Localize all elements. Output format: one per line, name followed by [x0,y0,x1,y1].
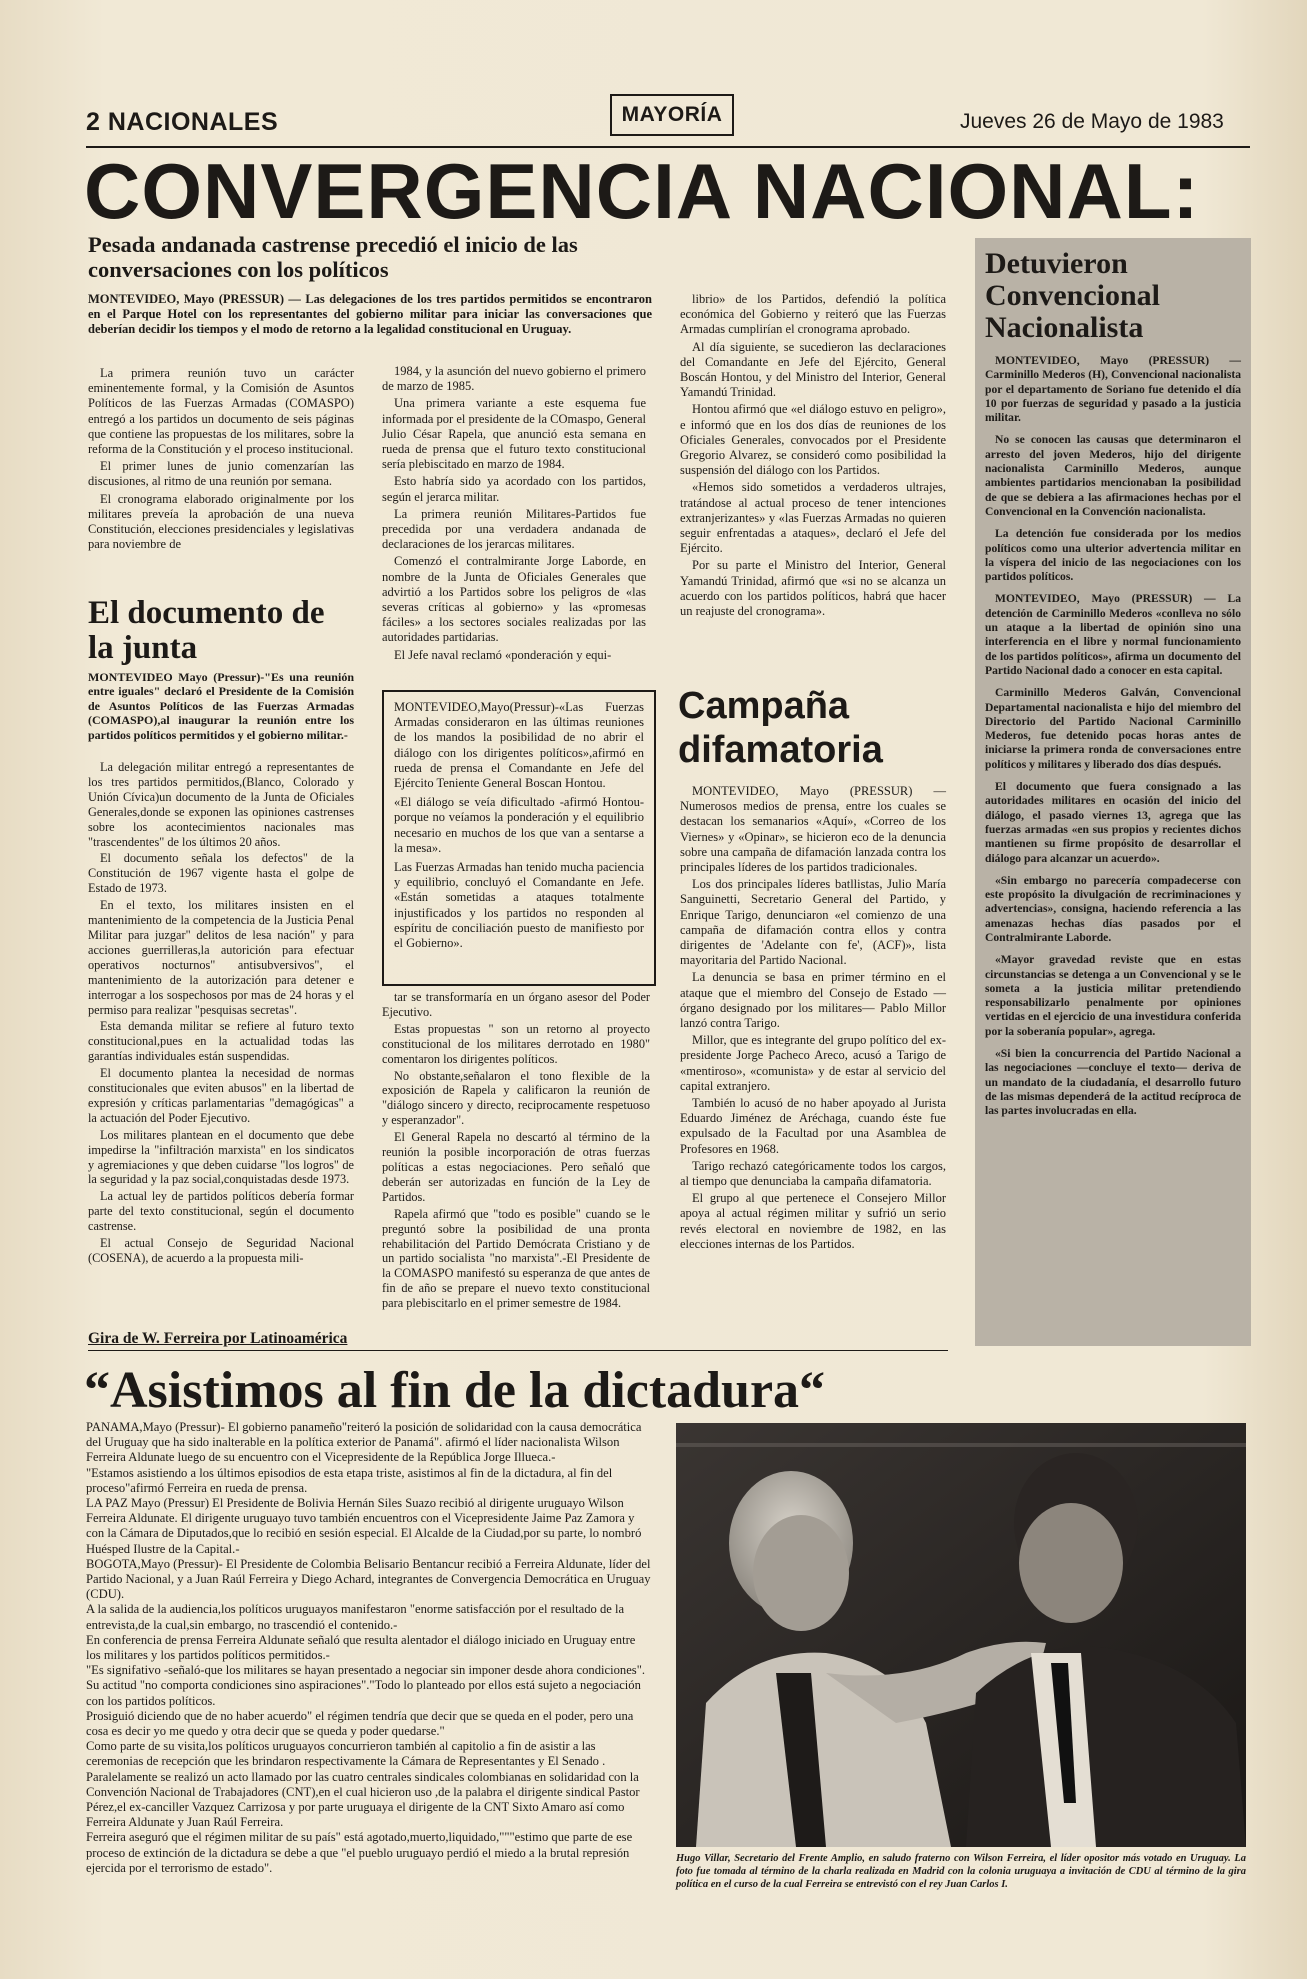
paragraph: Rapela afirmó que "todo es posible" cuando se le preguntó sobre la posibilidad de una pronta rehabilitación del Partido Demócrata Cristiano y de un partido socialista "no marxista".-El Presidente de la COMASPO manifestó su esperanza de que antes de fin de año se prepare el nuevo texto constitucional para plebiscitarlo en el primer semestre de 1984. [382,1206,650,1311]
paragraph: El primer lunes de junio comenzarían las discusiones, al ritmo de una reunión por semana. [88,459,354,489]
paragraph: La primera reunión tuvo un carácter eminentemente formal, y la Comisión de Asuntos Políticos de las Fuerzas Armadas (COMASPO) entregó a los partidos un documento de seis páginas que contiene las propuestas de los militares, sobre la reforma de la Constitución y el proceso institucional. [88,366,354,457]
masthead-logo: MAYORÍA [610,94,734,136]
paragraph: La actual ley de partidos políticos debería formar parte del texto constitucional, según el documento castrense. [88,1189,354,1234]
paragraph: Tarigo rechazó categóricamente todos los cargos, al tiempo que denunciaba la campaña difamatoria. [680,1158,946,1189]
paragraph: Como parte de su visita,los políticos uruguayos concurrieron también al capitolio a fin de asistir a las ceremonias de recepción que les brindaron respectivamente la Cámara de Representantes y El Senado . [86,1739,606,1769]
paragraph: Esta demanda militar se refiere al futuro texto constitucional,pues en la actualidad todas las garantías individuales están suspendidas. [88,1019,354,1064]
documento-lead: MONTEVIDEO Mayo (Pressur)-"Es una reunión entre iguales" declaró el Presidente de la Comisión de Asuntos Políticos de las Fuerzas Armadas (COMASPO),al inaugurar la reunión entre los partidos políticos permitidos y el gobierno militar.- [88,670,354,742]
main-column-1 [88,366,354,554]
documento-column-2 [382,990,650,1313]
paragraph: El grupo al que pertenece el Consejero Millor apoya al actual régimen militar y sufrió un serio revés electoral en noviembre de 1982, en las elecciones internas de los Partidos. [680,1191,946,1251]
paragraph: «El diálogo se veía dificultado -afirmó Hontou- porque no veíamos la ponderación y el equilibrio necesario en muchos de los que van a sentarse a la mesa». [394,795,644,855]
documento-column [88,760,354,1268]
paragraph: Prosiguió diciendo que de no haber acuerdo" el régimen tendría que decir que se queda en el poder, pero una cosa es decir yo me quedo y otra decir que se queda y poder quedarse." [86,1708,634,1739]
paragraph: Los dos principales líderes batllistas, Julio María Sanguinetti, Secretario General del Partido, y Enrique Tarigo, denunciaron «el comienzo de una campaña de difamación contra ellos y contra dirigentes de 'Adelante con fe', (ACF)», lista mayoritaria del Partido Nacional. [680,877,946,968]
photo-caption: Hugo Villar, Secretario del Frente Amplio, en saludo fraterno con Wilson Ferreira, el líder opositor más votado en Uruguay. La foto fue tomada al término de la charla realizada en Madrid con la colonia uruguaya a invitación de CDU al término de la gira política en el curso de la cual Ferreira se entrevistó con el rey Juan Carlos I. [676,1853,1246,1890]
paragraph: «Sin embargo no parecería compadecerse con este propósito la divulgación de recriminaciones y advertencias», consigna, haciendo referencia a las amenazas hechas días pasados por el Contralmirante Laborde. [985,873,1241,944]
paragraph: Las Fuerzas Armadas han tenido mucha paciencia y equilibrio, concluyó el Comandante en Jefe. «Están sometidas a ataques totalmente injustificados y los partidos no responden al espíritu de conciliación puesto de manifiesto por el Gobierno». [394,860,644,951]
main-column-3 [680,292,946,621]
section-folio: 2 NACIONALES [86,108,279,136]
main-deck: Pesada andanada castrense precedió el inicio de las conversaciones con los políticos [88,232,578,282]
campana-heading: Campaña difamatoria [678,685,883,771]
paragraph: Una primera variante a este esquema fue informada por el presidente de la COmaspo, General Julio César Rapela, que anunció esta semana en rueda de prensa que el futuro texto constitucional sería plebiscitado en marzo de 1984. [382,396,646,472]
paragraph: Esto habría sido ya acordado con los partidos, según el jerarca militar. [382,474,646,504]
paragraph: El Jefe naval reclamó «ponderación y equi- [394,647,612,662]
paragraph: No se conocen las causas que determinaron el arresto del joven Mederos, hijo del dirigente nacionalista Carminillo Mederos, aunque ambientes partidarios mencionaban la posibilidad de que se debiera a las afirmaciones hechas por el Convencional en la Convención nacionalista. [985,433,1241,518]
ferreira-body [86,1420,652,1876]
paragraph: La delegación militar entregó a representantes de los tres partidos permitidos,(Blanco, Colorado y Unión Cívica)un documento de la Junta de Oficiales Generales,donde se exponen las opiniones castrenses sobre los acontecimientos nacionales mas "trascendentes" de los últimos 20 años. [88,760,354,849]
paragraph: "Es signifativo -señaló-que los militares se hayan presentado a negociar sin imponer desde ahora condiciones". Su actitud "no comporta condiciones sino aspiraciones"."Todo lo planteado por ellos está sujeto a negociación con los partidos políticos. [86,1663,645,1708]
paragraph: En el texto, los militares insisten en el mantenimiento de la competencia de la Justicia Penal Militar para juzgar" delitos de lesa nación" y para acciones guerrilleras,la autorición para efectuar operativos nocturnos" antisubversivos", el mantenimiento de la autorización para detener e interrogar a los sospechosos por mas de 24 horas y el permiso para realizar "pesquisas secretas". [88,898,354,1017]
paragraph: El cronograma elaborado originalmente por los militares preveía la aprobación de una nueva Constitución, elecciones presidenciales y legislativas para noviembre de [88,491,354,552]
paragraph: librio» de los Partidos, defendió la política económica del Gobierno y reiteró que las Fuerzas Armadas cumplirían el cronograma aprobado. [680,292,946,337]
paragraph: MONTEVIDEO, Mayo (PRESSUR) — La detención de Carminillo Mederos «conlleva no sólo un ataque a la libertad de opinión sino una interferencia en el libre y normal funcionamiento de los partidos políticos», afirma un documento del Partido Nacional dado a conocer en esta capital. [985,592,1241,677]
news-photo [676,1423,1246,1847]
paragraph: En conferencia de prensa Ferreira Aldunate señaló que resulta alentador el diálogo iniciado en Uruguay entre los militares y los partidos políticos permitidos.- [86,1632,636,1663]
paragraph: No obstante,señalaron el tono flexible de la exposición de Rapela y calificaron la reunión de "diálogo sincero y directo, reciprocamente respetuoso y esperanzador". [382,1068,650,1128]
paragraph: Al día siguiente, se sucedieron las declaraciones del Comandante en Jefe del Ejército, General Boscán Hontou, y del Ministro del Interior, General Yamandú Trinidad. [680,339,946,400]
campana-column [680,784,946,1254]
sidebar-heading: Detuvieron Convencional Nacionalista [985,247,1161,344]
paragraph: Millor, que es integrante del grupo político del ex-presidente Jorge Pacheco Areco, acusó a Tarigo de «mentiroso», «comunista» y de estar al servicio del capital extranjero. [680,1033,946,1093]
paragraph: MONTEVIDEO, Mayo (PRESSUR) — Carminillo Mederos (H), Convencional nacionalista por el departamento de Soriano fue detenido el día 10 por fuerzas de seguridad y pasado a la justicia militar. [985,354,1241,425]
sidebar-detuvieron [975,238,1251,1346]
sidebar-body [985,354,1241,1119]
paragraph: 1984, y la asunción del nuevo gobierno el primero de marzo de 1985. [382,364,646,394]
paragraph: Estas propuestas " son un retorno al proyecto constitucional de los militares derrotado en 1980" comentaron los dirigentes políticos. [382,1021,650,1066]
paragraph: Paralelamente se realizó un acto llamado por las cuatro centrales sindicales colombianas en solidaridad con la Convención Nacional de Trabajadores (CNT),en el cual hicieron uso ,de la palabra el dirigente sindical Pastor Pérez,el ex-canciller Vazquez Carrizosa y por parte uruguaya el dirigente de la CNT Sixto Amaro así como Ferreira Aldunate y Juan Raúl Ferreira. [86,1769,640,1830]
paragraph: El General Rapela no descartó al término de la reunión la posible incorporación de otras fuerzas políticas a estas negociaciones. Pero señaló que deberán ser autorizadas en función de la Ley de Partidos. [382,1130,650,1204]
documento-heading: El documento de la junta [88,595,325,666]
main-column-2 [382,364,646,665]
paragraph: «Si bien la concurrencia del Partido Nacional a las negociaciones —concluye el texto— deriva de un mandato de la ciudadanía, el desarrollo futuro de las mismas dependerá de la actitud recíproca de las partes involucradas en ella. [985,1047,1241,1118]
paragraph: Los militares plantean en el documento que debe impedirse la "infiltración marxista" en los sindicatos y agremiaciones y que deben cuidarse "los logros" de la seguridad y la paz social,conquistadas desde 1973. [88,1127,354,1187]
paragraph: El documento plantea la necesidad de normas constitucionales que eviten abusos" en la libertad de expresión y críticas parlamentarias "demagógicas" a la actuación del Poder Ejecutivo. [88,1066,354,1125]
paragraph: El documento que fuera consignado a las autoridades militares en ocasión del inicio del diálogo, el pasado viernes 13, agrega que las fuerzas armadas «en sus propios y recientes dichos mantienen su firme propósito de desarrollar el diálogo para alcanzar un acuerdo». [985,780,1241,865]
paragraph: También lo acusó de no haber apoyado al Jurista Eduardo Jiménez de Aréchaga, cuando éste fue expulsado de la Facultad por una Asamblea de Profesores en 1968. [680,1096,946,1156]
paragraph: «Hemos sido sometidos a verdaderos ultrajes, tratándose al actual proceso de tener intenciones extranjerizantes» y «las Fuerzas Armadas no quieren seguir enfrentadas a ataques», declaró el Jefe del Ejército. [680,480,946,556]
ferreira-headline: “Asistimos al fin de la dictadura“ [84,1362,826,1419]
paragraph: BOGOTA,Mayo (Pressur)- El Presidente de Colombia Belisario Bentancur recibió a Ferreira Aldunate, líder del Partido Nacional, y a Juan Raúl Ferreira y Diego Achard, integrantes de Convergencia Democrática en Uruguay (CDU). [86,1556,651,1602]
paragraph: La primera reunión Militares-Partidos fue precedida por una verdadera andanada de declaraciones de los jerarcas militares. [382,506,646,552]
paragraph: «Mayor gravedad reviste que en estas circunstancias se detenga a un Convencional y se le someta a la justicia militar pretendiendo responsabilizarlo penalmente por opiniones vertidas en el ejercicio de una investidura conferida por la soberanía popular», agrega. [985,953,1241,1038]
ferreira-kicker: Gira de W. Ferreira por Latinoamérica [88,1330,348,1347]
paragraph: tar se transformaría en un órgano asesor del Poder Ejecutivo. [382,990,650,1019]
banner-headline: CONVERGENCIA NACIONAL: [84,147,1200,235]
hontou-box [382,690,656,986]
paragraph: El documento señala los defectos" de la Constitución de 1967 vigente hasta el golpe de Estado de 1973. [88,851,354,896]
section-rule [88,1350,948,1351]
paragraph: El actual Consejo de Seguridad Nacional (COSENA), de acuerdo a la propuesta mili- [88,1236,354,1265]
paragraph: Carminillo Mederos Galván, Convencional Departamental nacionalista e hijo del miembro del Directorio del Partido Nacional Carminillo Mederos, fue detenido pocas horas antes de iniciarse la primera ronda de conversaciones entre políticos y militares y liberado dos días después. [985,686,1241,771]
photo-illustration [676,1423,1246,1847]
paragraph: Por su parte el Ministro del Interior, General Yamandú Trinidad, afirmó que «si no se alcanza un acuerdo con los partidos políticos, habrá que hacer un reajuste del cronograma». [680,558,946,619]
paragraph: "Estamos asistiendo a los últimos episodios de esta etapa triste, asistimos al fin de la dictadura, al fin del proceso"afirmó Ferreira en rueda de prensa. [86,1465,613,1495]
paragraph: A la salida de la audiencia,los políticos uruguayos manifestaron "enorme satisfacción por el resultado de la entrevista,de la cual,sin embargo, no trascendió el contenido.- [86,1602,625,1632]
paragraph: LA PAZ Mayo (Pressur) El Presidente de Bolivia Hernán Siles Suazo recibió al dirigente uruguayo Wilson Ferreira Aldunate. El dirigente uruguayo tuvo también encuentros con el Vicepresidente Jaime Paz Zamora y con la Cámara de Diputados,que lo recibió en sesión especial. El Alcalde de la Ciudad,por su parte, lo nombró Huésped Ilustre de la Capital.- [86,1496,642,1556]
paragraph: La detención fue considerada por los medios políticos como una ulterior advertencia militar en la víspera del inicio de las negociaciones con los partidos políticos. [985,527,1241,584]
paragraph: Ferreira aseguró que el régimen militar de su país" está agotado,muerto,liquidado,"""estimo que parte de ese proceso de extinción de la dictadura se debe a que "el pueblo uruguayo perdió el miedo a la brutal represión ejercida por el terrorismo de estado". [86,1830,633,1875]
paragraph: Hontou afirmó que «el diálogo estuvo en peligro», e informó que en los dos días de reuniones de los Oficiales Generales, convocados por el Presidente Gregorio Alvarez, se consideró como posibilidad la suspensión del diálogo con los Partidos. [680,402,946,478]
paragraph: MONTEVIDEO, Mayo (PRESSUR) — Numerosos medios de prensa, entre los cuales se destacan los semanarios «Aquí», «Correo de los Viernes» y «Opinar», se hicieron eco de la denuncia sobre una campaña de difamación lanzada contra los principales líderes de los partidos tradicionales. [680,784,946,875]
main-lead: MONTEVIDEO, Mayo (PRESSUR) — Las delegaciones de los tres partidos permitidos se encontraron en el Parque Hotel con los representantes del gobierno militar para iniciar las conversaciones que deberían decidir los tiempos y el modo de retorno a la legalidad constitucional en Uruguay. [88,292,652,336]
paragraph: PANAMA,Mayo (Pressur)- El gobierno panameño"reiteró la posición de solidaridad con la causa democrática del Uruguay que ha sido inalterable en la política exterior de Panamá". afirmó el líder nacionalista Wilson Ferreira Aldunate luego de su encuentro con el Vicepresidente de la República Jorge Illueca.- [86,1420,642,1465]
issue-date: Jueves 26 de Mayo de 1983 [960,110,1224,133]
paragraph: Comenzó el contralmirante Jorge Laborde, en nombre de la Junta de Oficiales Generales que advirtió a los Partidos sobre los peligros de «las severas críticas al gobierno» y las «promesas fáciles» a los sectores sociales realizadas por las autoridades partidarias. [382,554,646,645]
paragraph: MONTEVIDEO,Mayo(Pressur)-«Las Fuerzas Armadas consideraron en las últimas reuniones de los mandos la posibilidad de no abrir el diálogo con los dirigentes políticos»,afirmó en rueda de prensa el Comandante en Jefe del Ejército Teniente General Boscan Hontou. [394,700,644,791]
paragraph: La denuncia se basa en primer término en el ataque que el miembro del Consejo de Estado —órgano designado por los militares— Pablo Millor lanzó contra Tarigo. [680,970,946,1031]
